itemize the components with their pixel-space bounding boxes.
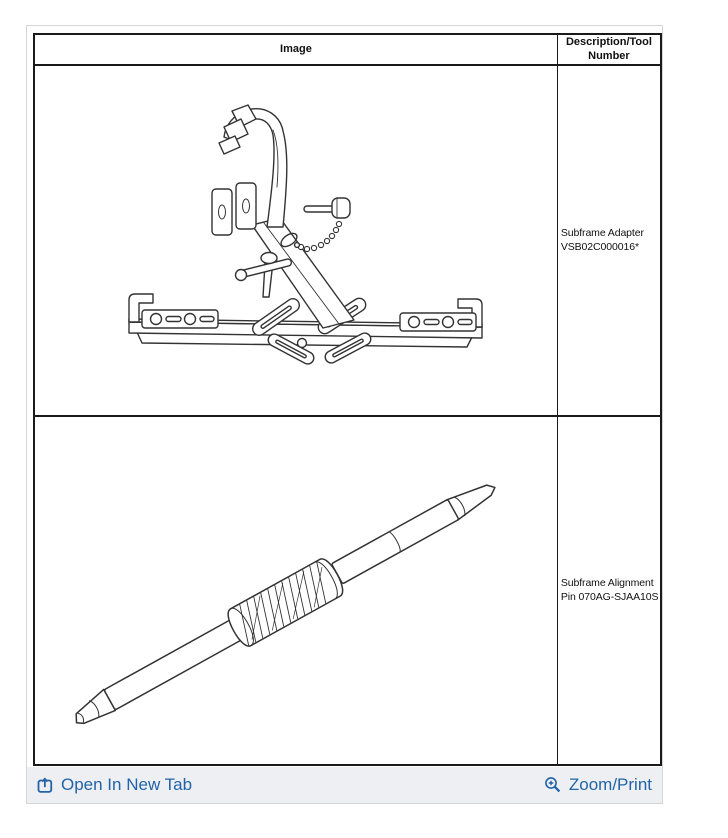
zoom-print-link[interactable] [544,775,652,795]
open-in-new-tab-link[interactable] [37,775,192,795]
tool-image-cell [34,65,557,416]
open-in-new-tab-icon [37,777,54,794]
subframe-adapter-illustration [36,67,555,415]
tools-table [33,33,662,766]
table-row [34,416,661,765]
table-header-row [34,34,661,65]
subframe-alignment-pin-illustration [36,418,555,764]
footer-bar [27,767,662,803]
table-row [34,65,661,416]
tool-image-cell [34,416,557,765]
open-in-new-tab-label: Open In New Tab [61,775,193,794]
column-header-description-tool-number: Description/Tool Number [557,34,661,65]
zoom-plus-magnifier-icon [544,776,562,794]
zoom-print-label: Zoom/Print [568,775,652,794]
column-header-image: Image [34,34,557,65]
tool-description: Subframe Adapter VSB02C000016* [557,65,661,416]
tool-description: Subframe Alignment Pin 070AG-SJAA10S [557,416,661,765]
document-panel [26,25,663,804]
